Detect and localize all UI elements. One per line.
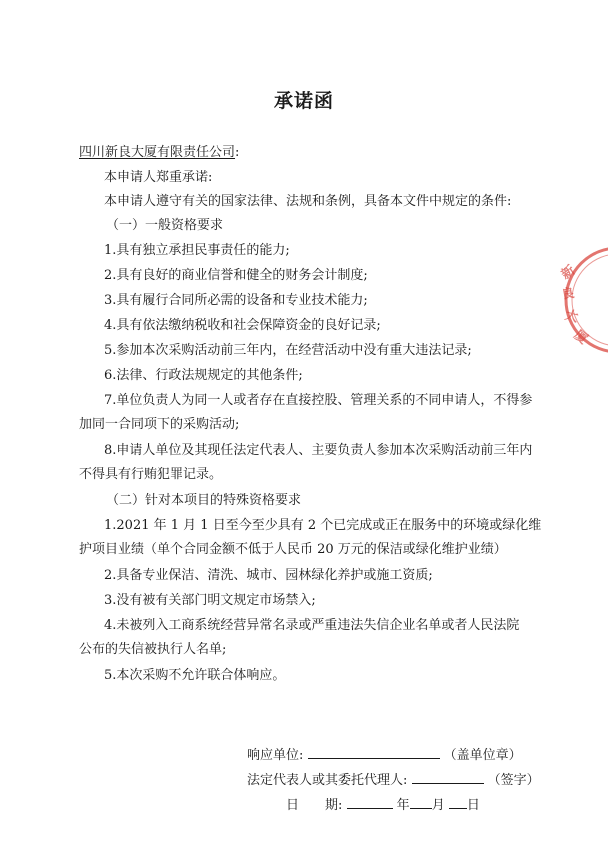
month-label: 月	[431, 798, 445, 813]
s1-item-4: 4.具有依法缴纳税收和社会保障资金的良好记录;	[104, 318, 381, 333]
rep-label: 法定代表人或其委托代理人:	[247, 773, 408, 788]
svg-text:厦: 厦	[570, 327, 591, 348]
s1-item-7a: 7.单位负责人为同一人或者存在直接控股、管理关系的不同申请人，不得参	[104, 393, 533, 408]
s2-item-2: 2.具备专业保洁、清洗、城市、园林绿化养护或施工资质;	[104, 568, 433, 583]
svg-text:新: 新	[558, 262, 579, 283]
s1-item-8b: 不得具有行贿犯罪记录。	[79, 467, 223, 482]
unit-note: （盖单位章）	[443, 748, 522, 763]
s2-item-1a: 1.2021 年 1 月 1 日至今至少具有 2 个已完成或正在服务中的环境或绿化维	[104, 518, 542, 533]
date-line	[286, 795, 480, 814]
year-label: 年	[396, 798, 410, 813]
section2-heading: （二）针对本项目的特殊资格要求	[106, 493, 302, 508]
svg-text:良: 良	[560, 285, 576, 303]
s1-item-1: 1.具有独立承担民事责任的能力;	[104, 243, 290, 258]
rep-blank[interactable]	[412, 770, 484, 784]
s2-item-1b: 护项目业绩（单个合同金额不低于人民币 20 万元的保洁或绿化维护业绩）	[79, 542, 507, 557]
unit-label: 响应单位:	[247, 748, 304, 763]
rep-line	[247, 770, 540, 789]
s1-item-5: 5.参加本次采购活动前三年内，在经营活动中没有重大违法记录;	[104, 343, 472, 358]
recipient-line	[79, 145, 239, 161]
s1-item-3: 3.具有履行合同所必需的设备和专业技术能力;	[104, 293, 368, 308]
intro-line-1: 本申请人郑重承诺:	[104, 170, 213, 185]
s1-item-8a: 8.申请人单位及其现任法定代表人、主要负责人参加本次采购活动前三年内	[104, 443, 533, 458]
svg-text:大: 大	[563, 307, 580, 326]
unit-line	[247, 745, 522, 764]
recipient-name: 四川新良大厦有限责任公司	[79, 145, 236, 160]
s1-item-2: 2.具有良好的商业信誉和健全的财务会计制度;	[104, 268, 368, 283]
document-title: 承诺函	[273, 90, 334, 112]
s2-item-3: 3.没有被有关部门明文规定市场禁入;	[104, 593, 316, 608]
s2-item-4b: 公布的失信被执行人名单;	[79, 642, 227, 657]
s1-item-7b: 加同一合同项下的采购活动;	[79, 417, 240, 432]
date-label: 日 期:	[286, 798, 343, 813]
unit-blank[interactable]	[308, 745, 440, 759]
intro-line-2: 本申请人遵守有关的国家法律、法规和条例，具备本文件中规定的条件:	[104, 194, 512, 209]
day-label: 日	[466, 798, 480, 813]
section1-heading: （一）一般资格要求	[106, 218, 224, 233]
company-seal-icon	[556, 240, 608, 360]
s2-item-5: 5.本次采购不允许联合体响应。	[104, 668, 286, 683]
s1-item-6: 6.法律、行政法规规定的其他条件;	[104, 368, 303, 383]
day-blank[interactable]	[449, 795, 467, 809]
year-blank[interactable]	[347, 795, 393, 809]
s2-item-4a: 4.未被列入工商系统经营异常名录或严重违法失信企业名单或者人民法院	[104, 618, 520, 633]
rep-note: （签字）	[487, 773, 540, 788]
recipient-colon: :	[235, 145, 240, 160]
month-blank[interactable]	[410, 795, 432, 809]
